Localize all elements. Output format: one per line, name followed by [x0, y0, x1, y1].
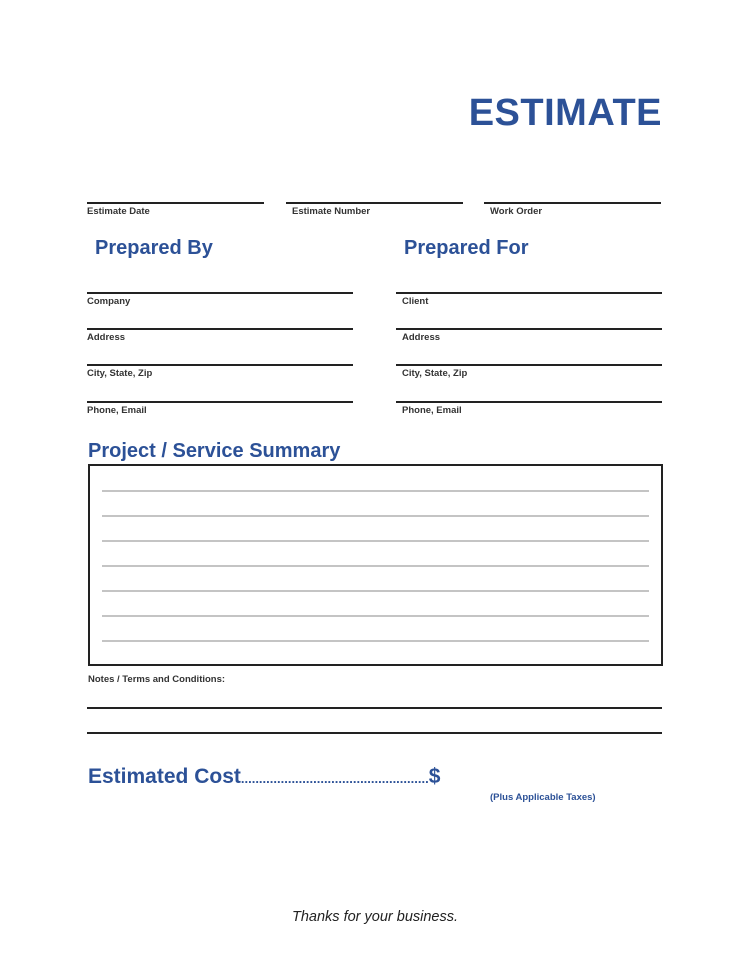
taxes-note: (Plus Applicable Taxes): [490, 792, 596, 803]
client-field[interactable]: [396, 292, 662, 310]
company-label: Company: [87, 296, 131, 307]
city-state-zip-label-for: City, State, Zip: [402, 368, 468, 379]
company-field[interactable]: [87, 292, 353, 310]
notes-label: Notes / Terms and Conditions:: [88, 674, 226, 685]
address-field-by[interactable]: [87, 328, 353, 346]
summary-line: [102, 615, 649, 617]
notes-line[interactable]: [87, 732, 662, 734]
prepared-by-heading: Prepared By: [95, 237, 213, 259]
estimated-cost-label: Estimated Cost: [88, 765, 241, 788]
summary-line: [102, 515, 649, 517]
currency-symbol: $: [428, 765, 441, 788]
phone-email-label-for: Phone, Email: [402, 405, 462, 416]
summary-line: [102, 640, 649, 642]
work-order-field[interactable]: [484, 202, 661, 222]
prepared-for-heading: Prepared For: [404, 237, 529, 259]
summary-line: [102, 590, 649, 592]
footer-thanks: Thanks for your business.: [291, 909, 459, 925]
summary-line: [102, 490, 649, 492]
address-field-for[interactable]: [396, 328, 662, 346]
estimated-cost: [88, 765, 440, 789]
estimate-number-field[interactable]: [286, 202, 463, 222]
address-label-for: Address: [402, 332, 441, 343]
summary-line: [102, 540, 649, 542]
address-label-by: Address: [87, 332, 126, 343]
estimate-number-label: Estimate Number: [292, 206, 371, 217]
client-label: Client: [402, 296, 429, 307]
phone-email-label-by: Phone, Email: [87, 405, 147, 416]
phone-email-field-by[interactable]: [87, 401, 353, 419]
city-state-zip-label-by: City, State, Zip: [87, 368, 153, 379]
estimate-date-field[interactable]: [87, 202, 264, 222]
summary-line: [102, 565, 649, 567]
work-order-label: Work Order: [490, 206, 543, 217]
document-title: ESTIMATE: [468, 92, 662, 134]
estimate-date-label: Estimate Date: [87, 206, 150, 217]
city-state-zip-field-by[interactable]: [87, 364, 353, 382]
city-state-zip-field-for[interactable]: [396, 364, 662, 382]
summary-heading: Project / Service Summary: [88, 440, 341, 462]
summary-box[interactable]: [88, 464, 663, 666]
cost-leader-dots: ....................................................: [240, 771, 429, 786]
phone-email-field-for[interactable]: [396, 401, 662, 419]
notes-line[interactable]: [87, 707, 662, 709]
